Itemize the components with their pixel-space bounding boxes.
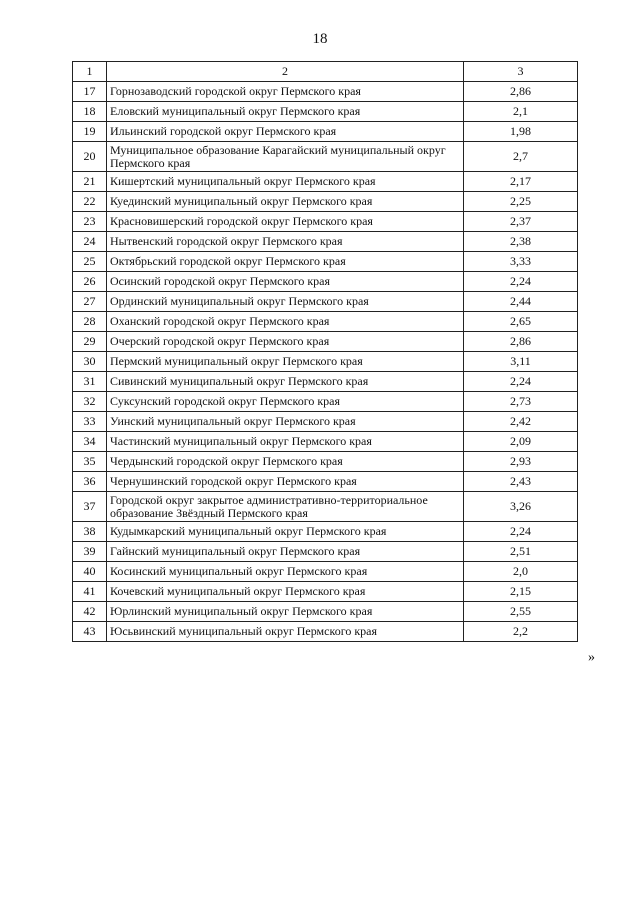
coefficient-value-cell: 2,42 [464,412,578,432]
row-number-cell: 17 [73,82,107,102]
table-row [73,492,578,522]
row-number-cell: 34 [73,432,107,452]
coefficient-value-cell: 2,7 [464,142,578,172]
row-number-cell: 33 [73,412,107,432]
row-number-cell: 30 [73,352,107,372]
municipality-name-cell: Осинский городской округ Пермского края [107,272,464,292]
table-row [73,122,578,142]
municipality-name-cell: Оханский городской округ Пермского края [107,312,464,332]
coefficient-value-cell: 2,09 [464,432,578,452]
table-row [73,212,578,232]
municipality-name-cell: Частинский муниципальный округ Пермского края [107,432,464,452]
coefficient-value-cell: 2,24 [464,522,578,542]
municipality-name-cell: Пермский муниципальный округ Пермского края [107,352,464,372]
municipality-name-cell: Еловский муниципальный округ Пермского края [107,102,464,122]
coefficient-table [72,61,578,642]
coefficient-value-cell: 2,37 [464,212,578,232]
table-row [73,82,578,102]
table-row [73,392,578,412]
coefficient-value-cell: 2,24 [464,372,578,392]
row-number-cell: 38 [73,522,107,542]
table-row [73,412,578,432]
row-number-cell: 27 [73,292,107,312]
table-row [73,432,578,452]
municipality-name-cell: Косинский муниципальный округ Пермского края [107,562,464,582]
table-row [73,582,578,602]
row-number-cell: 28 [73,312,107,332]
municipality-name-cell: Сивинский муниципальный округ Пермского края [107,372,464,392]
municipality-name-cell: Красновишерский городской округ Пермского края [107,212,464,232]
municipality-name-cell: Чернушинский городской округ Пермского края [107,472,464,492]
row-number-cell: 43 [73,622,107,642]
coefficient-value-cell: 2,43 [464,472,578,492]
coefficient-value-cell: 2,17 [464,172,578,192]
table-row [73,332,578,352]
table-row [73,372,578,392]
row-number-cell: 21 [73,172,107,192]
coefficient-value-cell: 2,1 [464,102,578,122]
row-number-cell: 26 [73,272,107,292]
coefficient-value-cell: 3,33 [464,252,578,272]
table-row [73,172,578,192]
header-col-3: 3 [464,62,578,82]
table-row [73,252,578,272]
header-col-1: 1 [73,62,107,82]
row-number-cell: 24 [73,232,107,252]
coefficient-value-cell: 2,44 [464,292,578,312]
row-number-cell: 19 [73,122,107,142]
coefficient-value-cell: 2,73 [464,392,578,412]
row-number-cell: 36 [73,472,107,492]
municipality-name-cell: Кочевский муниципальный округ Пермского края [107,582,464,602]
municipality-name-cell: Кудымкарский муниципальный округ Пермского края [107,522,464,542]
coefficient-value-cell: 2,38 [464,232,578,252]
coefficient-value-cell: 3,26 [464,492,578,522]
coefficient-value-cell: 2,86 [464,332,578,352]
table-row [73,622,578,642]
row-number-cell: 25 [73,252,107,272]
municipality-name-cell: Очерский городской округ Пермского края [107,332,464,352]
row-number-cell: 23 [73,212,107,232]
municipality-name-cell: Ординский муниципальный округ Пермского края [107,292,464,312]
row-number-cell: 20 [73,142,107,172]
row-number-cell: 39 [73,542,107,562]
row-number-cell: 42 [73,602,107,622]
coefficient-value-cell: 2,93 [464,452,578,472]
table-row [73,602,578,622]
coefficient-value-cell: 2,25 [464,192,578,212]
table-row [73,272,578,292]
coefficient-value-cell: 2,51 [464,542,578,562]
municipality-name-cell: Кишертский муниципальный округ Пермского края [107,172,464,192]
coefficient-value-cell: 2,86 [464,82,578,102]
coefficient-value-cell: 2,55 [464,602,578,622]
row-number-cell: 31 [73,372,107,392]
table-row [73,312,578,332]
municipality-name-cell: Юрлинский муниципальный округ Пермского края [107,602,464,622]
municipality-name-cell: Гайнский муниципальный округ Пермского края [107,542,464,562]
row-number-cell: 22 [73,192,107,212]
table-row [73,102,578,122]
coefficient-value-cell: 2,24 [464,272,578,292]
municipality-name-cell: Юсьвинский муниципальный округ Пермского края [107,622,464,642]
table-header-row [73,62,578,82]
table-row [73,562,578,582]
table-row [73,472,578,492]
coefficient-value-cell: 2,65 [464,312,578,332]
row-number-cell: 18 [73,102,107,122]
coefficient-value-cell: 3,11 [464,352,578,372]
municipality-name-cell: Нытвенский городской округ Пермского края [107,232,464,252]
row-number-cell: 32 [73,392,107,412]
table-row [73,522,578,542]
coefficient-value-cell: 2,2 [464,622,578,642]
municipality-name-cell: Октябрьский городской округ Пермского края [107,252,464,272]
coefficient-value-cell: 2,0 [464,562,578,582]
coefficient-value-cell: 1,98 [464,122,578,142]
page-number: 18 [312,31,328,47]
table-row [73,292,578,312]
row-number-cell: 40 [73,562,107,582]
closing-quote-mark: » [588,650,595,665]
row-number-cell: 37 [73,492,107,522]
municipality-name-cell: Чердынский городской округ Пермского края [107,452,464,472]
municipality-name-cell: Муниципальное образование Карагайский муниципальный округ Пермского края [107,142,464,172]
municipality-name-cell: Ильинский городской округ Пермского края [107,122,464,142]
coefficient-value-cell: 2,15 [464,582,578,602]
row-number-cell: 41 [73,582,107,602]
table-row [73,352,578,372]
row-number-cell: 35 [73,452,107,472]
row-number-cell: 29 [73,332,107,352]
municipality-name-cell: Горнозаводский городской округ Пермского края [107,82,464,102]
municipality-name-cell: Городской округ закрытое административно-территориальное образование Звёздный Пермского края [107,492,464,522]
header-col-2: 2 [107,62,464,82]
municipality-name-cell: Суксунский городской округ Пермского края [107,392,464,412]
table-row [73,192,578,212]
municipality-name-cell: Куединский муниципальный округ Пермского края [107,192,464,212]
municipality-name-cell: Уинский муниципальный округ Пермского края [107,412,464,432]
table-row [73,142,578,172]
table-row [73,542,578,562]
table-row [73,232,578,252]
table-row [73,452,578,472]
